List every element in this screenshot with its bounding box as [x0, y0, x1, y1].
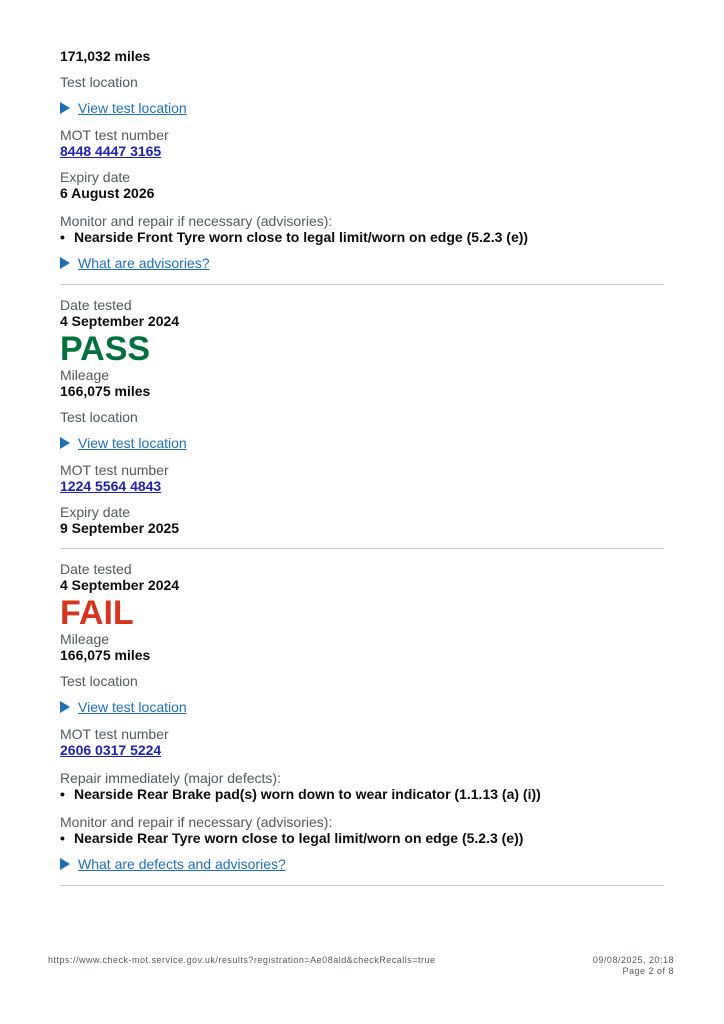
mileage-value: 166,075 miles	[60, 383, 151, 399]
triangle-right-icon	[60, 701, 70, 713]
advisories-list	[60, 229, 664, 245]
test-number-link[interactable]: 8448 4447 3165	[60, 143, 162, 159]
expiry-date-value: 9 September 2025	[60, 520, 180, 536]
view-test-location-toggle[interactable]	[60, 698, 664, 716]
test-number-link[interactable]: 2606 0317 5224	[60, 742, 162, 758]
footer-datetime: 09/08/2025, 20:18	[592, 955, 674, 965]
mileage-value: 166,075 miles	[60, 647, 151, 663]
advisory-item: • Nearside Front Tyre worn close to legal limit/worn on edge (5.2.3 (e))	[60, 229, 664, 245]
view-test-location-link[interactable]: View test location	[78, 435, 187, 451]
footer-page-number: Page 2 of 8	[622, 966, 674, 976]
mot-history-page	[60, 48, 664, 898]
date-tested-label: Date tested	[60, 297, 132, 313]
what-are-advisories-link[interactable]: What are advisories?	[78, 255, 210, 271]
mot-record-2	[60, 297, 664, 536]
test-location-label: Test location	[60, 74, 138, 90]
date-tested-label: Date tested	[60, 561, 132, 577]
test-result-pass: PASS	[60, 330, 151, 368]
view-test-location-link[interactable]: View test location	[78, 100, 187, 116]
test-number-link[interactable]: 1224 5564 4843	[60, 478, 162, 494]
view-test-location-toggle[interactable]	[60, 99, 664, 117]
test-number-label: MOT test number	[60, 726, 169, 742]
expiry-date-label: Expiry date	[60, 169, 131, 185]
defects-advisories-help-toggle[interactable]	[60, 855, 664, 873]
divider	[60, 284, 664, 285]
test-number-label: MOT test number	[60, 462, 169, 478]
advisories-label: Monitor and repair if necessary (advisories):	[60, 814, 333, 830]
advisory-item: • Nearside Rear Tyre worn close to legal limit/worn on edge (5.2.3 (e))	[60, 830, 664, 846]
divider	[60, 548, 664, 549]
expiry-date-label: Expiry date	[60, 504, 131, 520]
divider	[60, 885, 664, 886]
advisories-list	[60, 830, 664, 846]
major-defect-item: • Nearside Rear Brake pad(s) worn down to wear indicator (1.1.13 (a) (i))	[60, 786, 664, 802]
major-defects-label: Repair immediately (major defects):	[60, 770, 281, 786]
date-tested-value: 4 September 2024	[60, 577, 180, 593]
view-test-location-link[interactable]: View test location	[78, 699, 187, 715]
mileage-value: 171,032 miles	[60, 48, 151, 64]
what-are-advisories-toggle[interactable]	[60, 254, 664, 272]
triangle-right-icon	[60, 102, 70, 114]
defects-advisories-help-link[interactable]: What are defects and advisories?	[78, 856, 286, 872]
triangle-right-icon	[60, 858, 70, 870]
triangle-right-icon	[60, 437, 70, 449]
footer-meta	[593, 955, 674, 977]
mileage-label: Mileage	[60, 367, 110, 383]
test-result-fail: FAIL	[60, 594, 134, 632]
date-tested-value: 4 September 2024	[60, 313, 180, 329]
mot-record-3	[60, 561, 664, 873]
triangle-right-icon	[60, 257, 70, 269]
footer-url: https://www.check-mot.service.gov.uk/results?registration=Ae08ald&checkRecalls=true	[48, 955, 436, 965]
view-test-location-toggle[interactable]	[60, 434, 664, 452]
major-defects-list	[60, 786, 664, 802]
test-location-label: Test location	[60, 673, 138, 689]
mot-record-1	[60, 48, 664, 272]
advisories-label: Monitor and repair if necessary (advisories):	[60, 213, 333, 229]
test-location-label: Test location	[60, 409, 138, 425]
test-number-label: MOT test number	[60, 127, 169, 143]
mileage-label: Mileage	[60, 631, 110, 647]
expiry-date-value: 6 August 2026	[60, 185, 155, 201]
